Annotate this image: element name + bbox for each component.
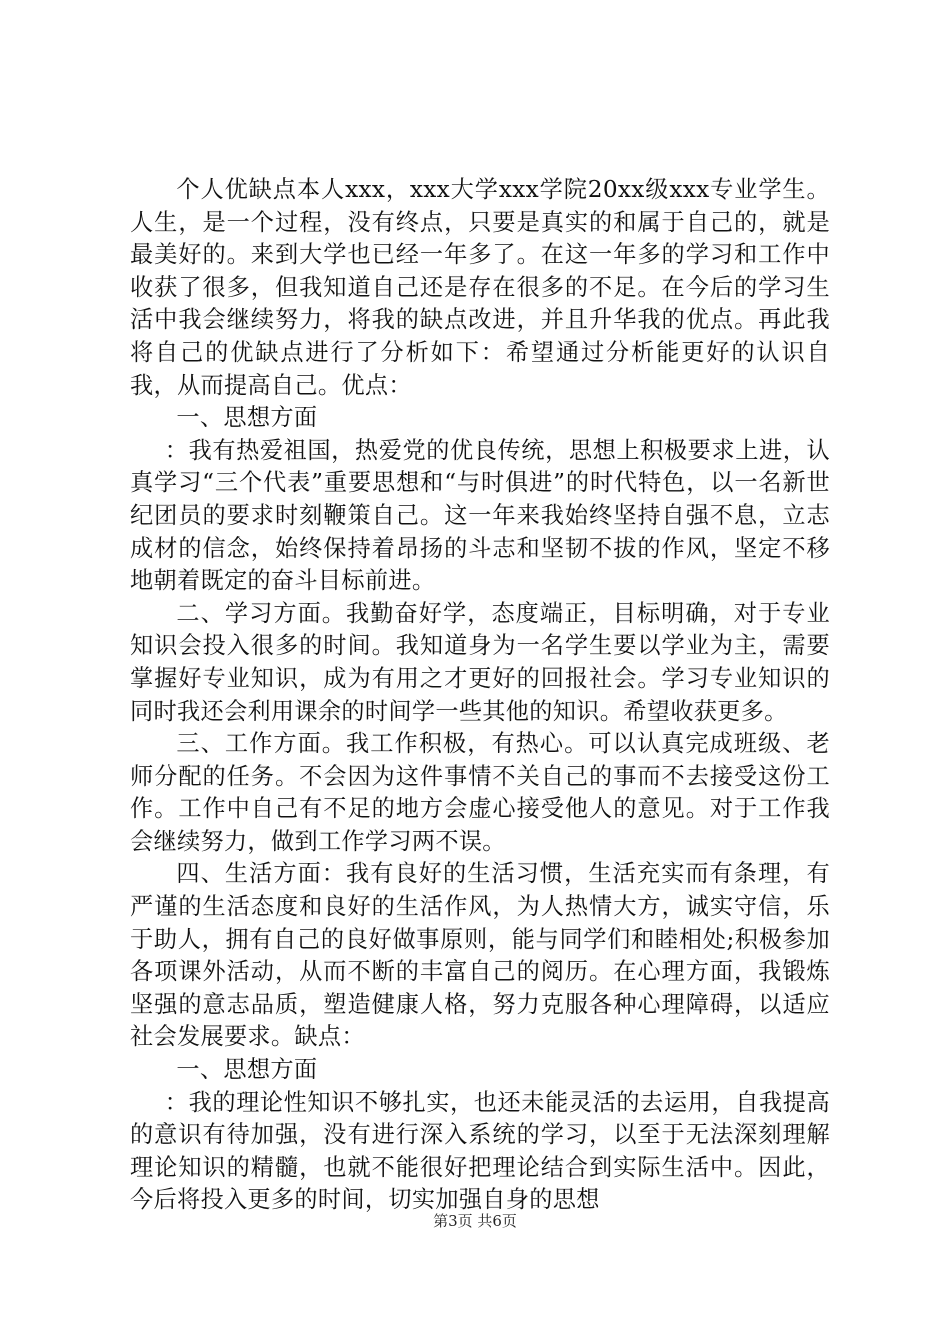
page-number-footer: 第3页 共6页: [433, 1212, 517, 1230]
document-body: [130, 174, 830, 1217]
section-heading-weakness-thought: 一、思想方面: [176, 1056, 318, 1084]
paragraph-work: 三、工作方面。我工作积极，有热心。可以认真完成班级、老师分配的任务。不会因为这件事情不关自己的事而不去接受这份工作。工作中自己有不足的地方会虚心接受他人的意见。对于工作我会继续努力，做到工作学习两不误。: [130, 730, 830, 855]
intro-paragraph: 个人优缺点本人xxx，xxx大学xxx学院20xx级xxx专业学生。人生，是一个过程，没有终点，只要是真实的和属于自己的，就是最美好的。来到大学也已经一年多了。在这一年多的学习和工作中收获了很多，但我知道自己还是存在很多的不足。在今后的学习生活中我会继续努力，将我的缺点改进，并且升华我的优点。再此我将自己的优缺点进行了分析如下：希望通过分析能更好的认识自我，从而提高自己。优点：: [130, 176, 830, 399]
paragraph-study: 二、学习方面。我勤奋好学，态度端正，目标明确，对于专业知识会投入很多的时间。我知道身为一名学生要以学业为主，需要掌握好专业知识，成为有用之才更好的回报社会。学习专业知识的同时我还会利用课余的时间学一些其他的知识。希望收获更多。: [130, 599, 830, 725]
section-heading-strengths-thought: 一、思想方面: [176, 404, 318, 432]
paragraph-thought-weakness: ：我的理论性知识不够扎实，也还未能灵活的去运用，自我提高的意识有待加强，没有进行深入系统的学习，以至于无法深刻理解理论知识的精髓，也就不能很好把理论结合到实际生活中。因此，今后将投入更多的时间，切实加强自身的思想: [130, 1088, 830, 1214]
paragraph-thought-strength: ：我有热爱祖国，热爱党的优良传统，思想上积极要求上进，认真学习“三个代表”重要思想和“与时俱进”的时代特色，以一名新世纪团员的要求时刻鞭策自己。这一年来我始终坚持自强不息，立志成材的信念，始终保持着昂扬的斗志和坚韧不拔的作风，坚定不移地朝着既定的奋斗目标前进。: [130, 436, 830, 595]
paragraph-life: 四、生活方面：我有良好的生活习惯，生活充实而有条理，有严谨的生活态度和良好的生活作风，为人热情大方，诚实守信，乐于助人，拥有自己的良好做事原则，能与同学们和睦相处;积极参加各项课外活动，从而不断的丰富自己的阅历。在心理方面，我锻炼坚强的意志品质，塑造健康人格，努力克服各种心理障碍，以适应社会发展要求。缺点：: [130, 860, 830, 1051]
